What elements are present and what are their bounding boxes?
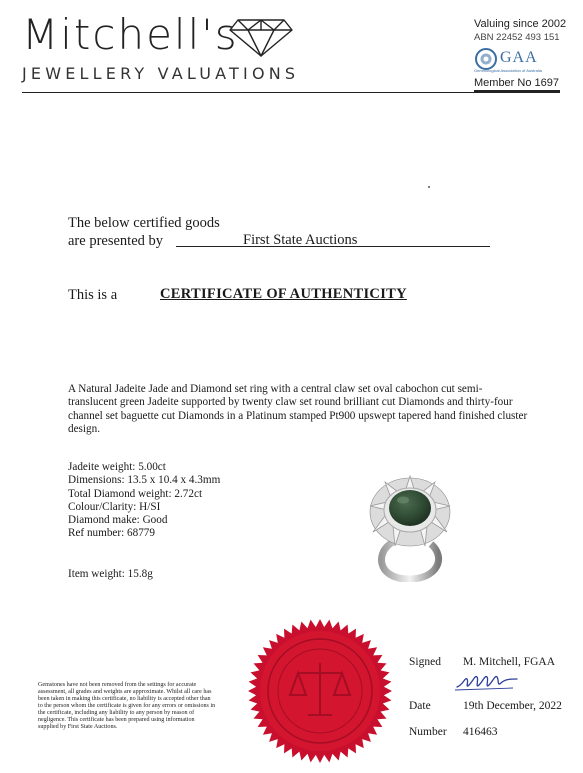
signed-label: Signed <box>409 656 441 668</box>
gaa-logo-text: GAA <box>500 49 538 66</box>
stray-mark <box>428 186 430 188</box>
gaa-subtitle: Gemmological Association of Australia <box>474 68 542 73</box>
ring-photo <box>355 462 465 582</box>
spec-ref-number: Ref number: 68779 <box>68 527 155 540</box>
spec-jadeite-weight: Jadeite weight: 5.00ct <box>68 461 166 473</box>
member-number: Member No 1697 <box>474 77 559 89</box>
wax-seal-icon <box>246 617 394 765</box>
intro-line: The below certified goods <box>68 215 220 231</box>
diamond-logo-icon <box>228 14 294 58</box>
number-value: 416463 <box>463 726 498 738</box>
spec-colour-clarity: Colour/Clarity: H/SI <box>68 500 161 513</box>
abn-number: ABN 22452 493 151 <box>474 32 560 43</box>
number-label: Number <box>409 726 447 738</box>
header-divider <box>22 92 560 93</box>
item-weight: Item weight: 15.8g <box>68 568 153 580</box>
certificate-prefix: This is a <box>68 287 118 303</box>
signed-value: M. Mitchell, FGAA <box>463 656 555 668</box>
valuing-since: Valuing since 2002 <box>474 18 567 30</box>
disclaimer-text: Gemstones have not been removed from the settings for accurate assessment, all grades and weights are approximate. Whilst all care has been taken in making this certificate, no liability is accepted other than to the person whom the certificate is given for any errors or omissions in the certificate, including any liability to any person by reason of negligence. This certificate has been prepared using information supplied by First State Auctions. <box>38 682 216 730</box>
date-value: 19th December, 2022 <box>463 700 562 712</box>
presenter-name: First State Auctions <box>243 232 358 248</box>
header-divider-accent <box>474 90 560 92</box>
date-label: Date <box>409 700 431 712</box>
spec-list <box>68 461 220 541</box>
spec-total-diamond-weight: Total Diamond weight: 2.72ct <box>68 487 203 500</box>
presented-by-label: are presented by <box>68 233 164 249</box>
brand-tagline: JEWELLERY VALUATIONS <box>22 64 300 83</box>
spec-diamond-make: Diamond make: Good <box>68 514 168 527</box>
item-description: A Natural Jadeite Jade and Diamond set ring with a central claw set oval cabochon cut semi-translucent green Jadeite supported by twenty claw set round brilliant cut Diamonds and thirty-four channel set baguette cut Diamonds in a Platinum stamped Pt900 upswept tapered hand finished cluster design. <box>68 383 528 435</box>
brand-name: Mitchell's <box>22 10 239 59</box>
certificate-title: CERTIFICATE OF AUTHENTICITY <box>160 286 407 302</box>
signature-mark <box>453 671 521 693</box>
spec-dimensions: Dimensions: 13.5 x 10.4 x 4.3mm <box>68 474 221 487</box>
